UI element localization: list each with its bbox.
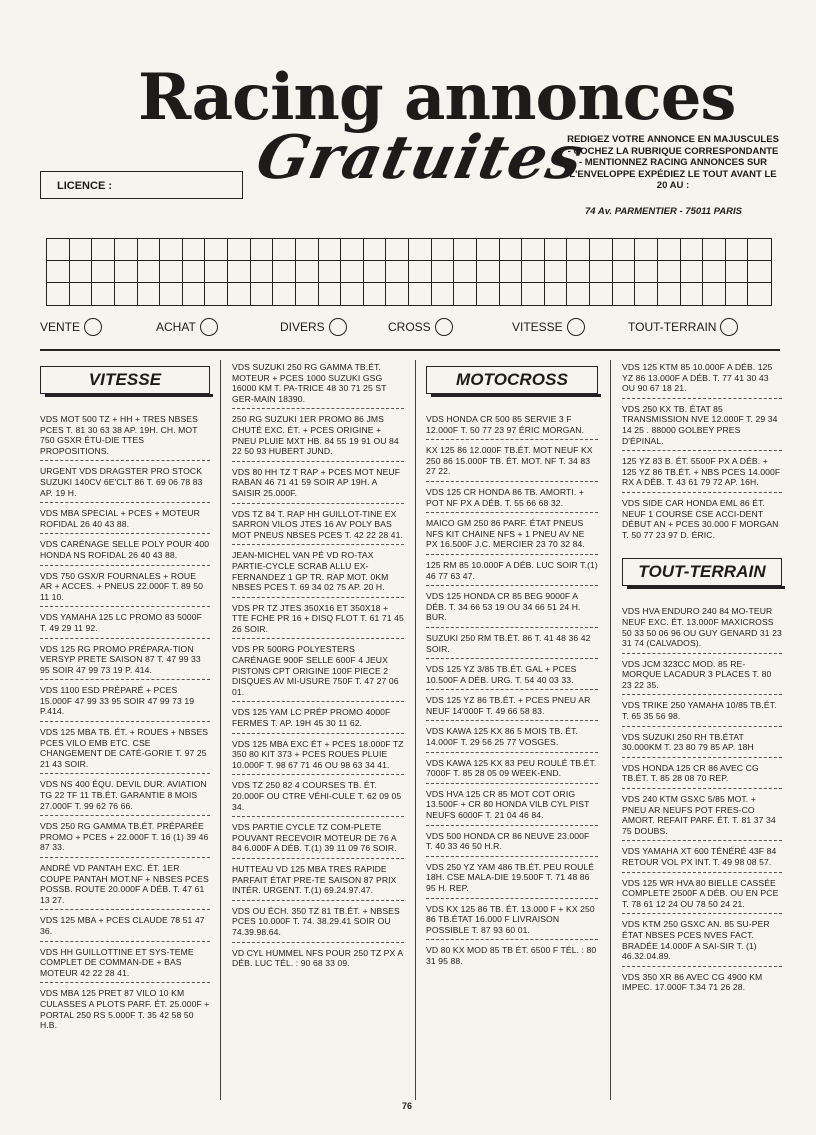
grid-cell[interactable] (409, 283, 432, 305)
classified-ad: VDS PR TZ JTES 350X16 ET 350X18 + TTE FCHE PR 16 + DISQ FLOT T. 61 71 45 26 SOIR. (232, 603, 404, 640)
magazine-title: Racing annonces (138, 60, 736, 135)
grid-cell[interactable] (454, 261, 477, 283)
classified-ad: VDS TZ 250 82 4 COURSES TB. ÉT. 20.000F OU CTRE VÉHI-CULE T. 62 09 05 34. (232, 780, 404, 817)
grid-cell[interactable] (341, 283, 364, 305)
grid-cell[interactable] (748, 283, 771, 305)
grid-cell[interactable] (160, 283, 183, 305)
grid-cell[interactable] (341, 239, 364, 261)
classified-ad: VDS KAWA 125 KX 86 5 MOIS TB. ÉT. 14.000F T. 29 56 25 77 VOSGES. (426, 726, 598, 752)
classified-ad: VDS HVA ENDURO 240 84 MO-TEUR NEUF EXC. ÉT. 13.000F MAXICROSS 50 33 50 06 96 OU GUY GENARD 31 23 31 74 (CALVADOS). (622, 606, 782, 653)
classified-ad: VDS HH GUILLOTTINE ET SYS-TEME COMPLET DE COMMAN-DE + BAS MOTEUR 42 22 28 41. (40, 947, 210, 984)
checkbox-circle-icon[interactable] (720, 318, 738, 336)
classified-ad: VDS 250 KX TB. ÉTAT 85 TRANSMISSION NVE 12.000F T. 29 34 14 25 . 88000 GOLBEY PRES D'ÉPINAL. (622, 404, 782, 451)
grid-cell[interactable] (477, 283, 500, 305)
ad-entry-grid[interactable] (46, 238, 772, 306)
grid-cell[interactable] (251, 283, 274, 305)
grid-cell[interactable] (545, 283, 568, 305)
grid-cell[interactable] (47, 283, 70, 305)
ads-list (426, 414, 598, 971)
classified-ad: VDS PR 500RG POLYESTERS CARÉNAGE 900F SELLE 600F 4 JEUX PISTONS CPT ORIGINE 100F PIECE 2 DISQUES AV MI-USURE 750F T. 47 27 06 01. (232, 644, 404, 702)
column-motocross (426, 366, 598, 976)
grid-cell[interactable] (205, 261, 228, 283)
category-tout-terrain[interactable] (628, 318, 738, 336)
classified-ad: 250 RG SUZUKI 1ER PROMO 86 JMS CHUTÉ EXC. ÉT. + PCES ORIGINE + PNEU PLUIE MXT HB. 84 55 19 91 OU 84 22 50 93 HUBERT JUND. (232, 414, 404, 461)
grid-cell[interactable] (183, 261, 206, 283)
grid-cell[interactable] (364, 283, 387, 305)
magazine-subtitle: Gratuites (250, 123, 590, 193)
classified-ad: MAICO GM 250 86 PARF. ÉTAT PNEUS NFS KIT CHAINE NFS + 1 PNEU AV NE PX 16.500F J.C. MERCIER 23 70 32 84. (426, 518, 598, 555)
classified-ad: VDS CARÉNAGE SELLE POLY POUR 400 HONDA NS ROFIDAL 26 40 43 88. (40, 539, 210, 565)
classified-ad: VDS 250 RG GAMMA TB.ÉT. PRÉPARÉE PROMO + PCES + 22.000F T. 16 (1) 39 46 87 33. (40, 821, 210, 858)
category-label: VENTE (40, 320, 81, 334)
grid-cell[interactable] (726, 239, 749, 261)
grid-cell[interactable] (567, 261, 590, 283)
grid-cell[interactable] (454, 239, 477, 261)
classified-ad: VDS SUZUKI 250 RG GAMMA TB.ÉT. MOTEUR + PCES 1000 SUZUKI GSG 16000 KM T. PA-TRICE 48 30 71 25 ST GER-MAIN 18390. (232, 362, 404, 409)
grid-cell[interactable] (70, 261, 93, 283)
grid-cell[interactable] (296, 283, 319, 305)
classified-ad: KX 125 86 12.000F TB.ÉT. MOT NEUF KX 250 86 15.000F TB. ÉT. MOT. NF T. 34 83 27 22. (426, 445, 598, 482)
grid-cell[interactable] (115, 239, 138, 261)
category-label: VITESSE (512, 320, 563, 334)
grid-cell[interactable] (613, 283, 636, 305)
classified-ad: VDS HONDA 125 CR 86 AVEC CG TB.ÉT. T. 85 28 08 70 REP. (622, 763, 782, 789)
checkbox-circle-icon[interactable] (200, 318, 218, 336)
grid-cell[interactable] (228, 283, 251, 305)
grid-cell[interactable] (567, 239, 590, 261)
category-achat[interactable] (156, 318, 218, 336)
classified-ad: VDS 500 HONDA CR 86 NEUVE 23.000F T. 40 33 46 50 H.R. (426, 831, 598, 857)
classified-ad: VDS SIDE CAR HONDA EML 86 ÉT. NEUF 1 COURSE CSE ACCI-DENT DÉBUT AN + PCES 30.000 F MORGAN T. 50 77 23 97 D. ÉRIC. (622, 497, 779, 540)
grid-cell[interactable] (409, 261, 432, 283)
grid-cell[interactable] (522, 283, 545, 305)
grid-cell[interactable] (590, 261, 613, 283)
category-label: TOUT-TERRAIN (628, 320, 717, 334)
classified-ad: 125 RM 85 10.000F A DÉB. LUC SOIR T.(1) 46 77 63 47. (426, 560, 598, 586)
grid-cell[interactable] (70, 239, 93, 261)
checkbox-circle-icon[interactable] (84, 318, 102, 336)
classified-ad: VDS YAMAHA XT 600 TÉNÉRÉ 43F 84 RETOUR VOL PX INT. T. 49 98 08 57. (622, 846, 782, 872)
grid-cell[interactable] (681, 261, 704, 283)
grid-cell[interactable] (273, 283, 296, 305)
grid-cell[interactable] (138, 239, 161, 261)
grid-cell[interactable] (228, 239, 251, 261)
classified-ad: VDS 125 MBA EXC ÉT + PCES 18.000F TZ 350 80 KIT 373 + PCES ROUES PLUIE 10.000F T. 98 67 71 46 OU 98 63 34 41. (232, 739, 404, 776)
classified-ad: VDS 125 MBA TB. ÉT. + ROUES + NBSES PCES VILO EMB ETC. CSE CHANGEMENT DE CATÉ-GORIE T. 97 25 21 43 SOIR. (40, 727, 210, 774)
ads-list (622, 606, 782, 997)
classified-ad: VDS 125 YAM LC PRÉP PROMO 4000F FERMES T. AP. 19H 45 30 11 62. (232, 707, 404, 733)
grid-cell[interactable] (273, 239, 296, 261)
classified-ad: VDS 125 RG PROMO PRÉPARA-TION VERSYP PRETE SAISON 87 T. 47 99 33 95 SOIR 47 99 73 19 P. 414. (40, 644, 210, 681)
grid-cell[interactable] (409, 239, 432, 261)
category-label: CROSS (388, 320, 431, 334)
classified-ad: VDS 125 WR HVA 80 BIELLE CASSÉE COMPLETE 2500F A DÉB. OU EN PCE T. 78 61 12 24 OU 78 50 24 21. (622, 878, 782, 915)
classified-ad: JEAN-MICHEL VAN PÉ VD RO-TAX PARTIE-CYCLE SCRAB ALLU EX-FERNANDEZ 1 GP TR. RAP MOT. 0KM NBSES PCES T. 69 34 02 75 AP. 20 H. (232, 550, 404, 597)
grid-cell[interactable] (205, 239, 228, 261)
grid-cell[interactable] (138, 283, 161, 305)
grid-cell[interactable] (228, 261, 251, 283)
classified-ad: VDS MBA SPECIAL + PCES + MOTEUR ROFIDAL 26 40 43 88. (40, 508, 210, 534)
column-tout-terrain (622, 362, 782, 1002)
grid-cell[interactable] (590, 239, 613, 261)
grid-cell[interactable] (386, 283, 409, 305)
grid-cell[interactable] (681, 283, 704, 305)
grid-cell[interactable] (92, 261, 115, 283)
page-number: 76 (402, 1101, 413, 1111)
ads-list (40, 414, 210, 1035)
grid-cell[interactable] (160, 261, 183, 283)
classified-ad: VDS 125 CR HONDA 86 TB. AMORTI. + POT NF PX A DÉB. T. 55 66 68 32. (426, 487, 598, 513)
category-vitesse[interactable] (512, 318, 585, 336)
grid-cell[interactable] (47, 239, 70, 261)
grid-cell[interactable] (296, 239, 319, 261)
classified-ad: VDS 1100 ESD PRÉPARÉ + PCES 15.000F 47 99 33 95 SOIR 47 99 73 19 P.414. (40, 685, 210, 722)
grid-cell[interactable] (160, 239, 183, 261)
grid-cell[interactable] (183, 239, 206, 261)
grid-cell[interactable] (386, 239, 409, 261)
grid-cell[interactable] (522, 261, 545, 283)
grid-cell[interactable] (635, 261, 658, 283)
classified-ad: VDS 750 GSX/R FOURNALES + ROUE AR + ACCES. + PNEUS 22.000F T. 89 50 11 10. (40, 571, 210, 608)
classified-ad: VDS 125 YZ 3/85 TB.ÉT. GAL + PCES 10.500F A DÉB. URG. T. 54 40 03 33. (426, 664, 598, 690)
classified-ad: VDS KTM 250 GSXC AN. 85 SU-PER ÉTAT NBSES PCES NVES FACT. BRADÉE 14.000F A SAI-SIR T. (1) 46.32.04.89. (622, 919, 782, 966)
grid-cell[interactable] (319, 261, 342, 283)
grid-cell[interactable] (92, 283, 115, 305)
category-cross[interactable] (388, 318, 453, 336)
grid-cell[interactable] (658, 283, 681, 305)
grid-cell[interactable] (432, 239, 455, 261)
licence-field[interactable]: LICENCE : (40, 171, 243, 199)
classified-ad: VDS 125 HONDA CR 85 BEG 9000F A DÉB. T. 34 66 53 19 OU 34 66 51 24 H. BUR. (426, 591, 598, 628)
grid-cell[interactable] (477, 261, 500, 283)
grid-cell[interactable] (205, 283, 228, 305)
grid-cell[interactable] (386, 261, 409, 283)
grid-cell[interactable] (500, 261, 523, 283)
grid-cell[interactable] (635, 239, 658, 261)
classified-ad: VDS PARTIE CYCLE TZ COM-PLETE POUVANT RECEVOIR MOTEUR DE 76 A 84 6.000F A DÉB. T.(1) 39 11 09 76 SOIR. (232, 822, 404, 859)
category-label: ACHAT (156, 320, 196, 334)
classified-ad: URGENT VDS DRAGSTER PRO STOCK SUZUKI 140CV 6E'CLT 86 T. 69 06 78 83 AP. 19 H. (40, 466, 210, 503)
ads-list (622, 362, 782, 544)
grid-cell[interactable] (635, 283, 658, 305)
classified-ad: VDS 240 KTM GSXC 5/85 MOT. + PNEU AR NEUFS POT FRES-CO AMORT. REFAIT PARF. ÉT. T. 81 37 34 75 DOUBS. (622, 794, 782, 841)
grid-cell[interactable] (748, 261, 771, 283)
column-divider (610, 360, 611, 1100)
column-divider (415, 360, 416, 1100)
grid-cell[interactable] (319, 283, 342, 305)
instructions-text: REDIGEZ VOTRE ANNONCE EN MAJUSCULES - COCHEZ LA RUBRIQUE CORRESPONDANTE - MENTIONNEZ RACING ANNONCES SUR L'ENVELOPPE EXPÉDIEZ LE TOUT AVANT LE 20 AU : (567, 134, 779, 191)
grid-cell[interactable] (364, 261, 387, 283)
checkbox-circle-icon[interactable] (329, 318, 347, 336)
grid-cell[interactable] (432, 283, 455, 305)
grid-cell[interactable] (545, 261, 568, 283)
classified-ad: VDS OU ÉCH. 350 TZ 81 TB.ÉT. + NBSES PCES 10.000F T. 74. 38.29.41 SOIR OU 74.39.98.64. (232, 906, 404, 943)
classified-ad: VDS 350 XR 86 AVEC CG 4900 KM IMPEC. 17.000F T.34 71 26 28. (622, 971, 763, 993)
grid-cell[interactable] (658, 239, 681, 261)
grid-cell[interactable] (726, 261, 749, 283)
grid-cell[interactable] (703, 261, 726, 283)
checkbox-circle-icon[interactable] (435, 318, 453, 336)
grid-cell[interactable] (703, 283, 726, 305)
classified-ad: VDS 125 KTM 85 10.000F A DÉB. 125 YZ 86 13.000F A DÉB. T. 77 41 30 43 OU 90 67 18 21. (622, 362, 782, 399)
grid-cell[interactable] (341, 261, 364, 283)
classified-ad: VD CYL HUMMEL NFS POUR 250 TZ PX A DÉB. LUC TÉL. : 90 68 33 09. (232, 947, 403, 969)
grid-cell[interactable] (500, 283, 523, 305)
grid-cell[interactable] (364, 239, 387, 261)
column-vitesse (40, 366, 210, 1040)
classified-ad: VDS HVA 125 CR 85 MOT COT ORIG 13.500F + CR 80 HONDA VILB CYL PIST NEUFS 6000F T. 21 04 46 84. (426, 789, 598, 826)
grid-cell[interactable] (47, 261, 70, 283)
ads-list (232, 362, 404, 973)
classified-ad: VDS 80 HH TZ T RAP + PCES MOT NEUF RABAN 46 71 41 59 SOIR AP 19H. A SAISIR 25.000F. (232, 467, 404, 504)
grid-cell[interactable] (613, 239, 636, 261)
grid-cell[interactable] (500, 239, 523, 261)
grid-cell[interactable] (545, 239, 568, 261)
grid-cell[interactable] (613, 261, 636, 283)
grid-cell[interactable] (726, 283, 749, 305)
grid-cell[interactable] (477, 239, 500, 261)
classified-ad: VDS TZ 84 T. RAP HH GUILLOT-TINE EX SARRON VILOS JTES 16 AV POLY BAS MOT PNEUS NBSES PCES T. 42 22 28 41. (232, 509, 404, 546)
classified-ad: VDS HONDA CR 500 85 SERVIE 3 F 12.000F T. 50 77 23 97 ÉRIC MORGAN. (426, 414, 598, 440)
classified-ad: VDS YAMAHA 125 LC PROMO 83 5000F T. 49 29 11 92. (40, 612, 210, 638)
grid-cell[interactable] (703, 239, 726, 261)
classified-ad: VD 80 KX MOD 85 TB ÉT. 6500 F TÉL. : 80 31 95 88. (426, 945, 597, 966)
grid-cell[interactable] (590, 283, 613, 305)
grid-cell[interactable] (296, 261, 319, 283)
classified-ad: ANDRÉ VD PANTAH EXC. ÉT. 1ER COUPE PANTAH MOT.NF + NBSES PCES POSSB. ROUTE 20.000F A DÉB. T. 47 61 13 27. (40, 863, 210, 910)
grid-cell[interactable] (251, 261, 274, 283)
grid-cell[interactable] (567, 283, 590, 305)
classified-ad: VDS MOT 500 TZ + HH + TRES NBSES PCES T. 81 30 63 38 AP. 19H. CH. MOT 750 GSXR ÉTU-DIE TTES PROPOSITIONS. (40, 414, 210, 461)
grid-cell[interactable] (681, 239, 704, 261)
grid-cell[interactable] (658, 261, 681, 283)
classified-ad: 125 YZ 83 B. ÉT. 5500F PX A DÉB. + 125 YZ 86 TB.ÉT. + NBS PCES 14.000F RX A DÉB. T. 43 61 79 72 AP. 16H. (622, 456, 782, 493)
classified-ad: VDS KX 125 86 TB. ÉT. 13.000 F + KX 250 86 TB.ÉTAT 16.000 F LIVRAISON POSSIBLE T. 87 93 60 01. (426, 904, 598, 941)
classified-ad: VDS 125 MBA + PCES CLAUDE 78 51 47 36. (40, 915, 210, 941)
grid-cell[interactable] (522, 239, 545, 261)
grid-cell[interactable] (251, 239, 274, 261)
section-header-motocross: MOTOCROSS (426, 366, 598, 394)
grid-cell[interactable] (115, 261, 138, 283)
grid-cell[interactable] (432, 261, 455, 283)
classified-ad: SUZUKI 250 RM TB.ÉT. 86 T. 41 48 36 42 SOIR. (426, 633, 598, 659)
category-label: DIVERS (280, 320, 325, 334)
classified-ad: VDS KAWA 125 KX 83 PEU ROULÉ TB.ÉT. 7000F T. 85 28 05 09 WEEK-END. (426, 758, 598, 784)
classified-ad: VDS MBA 125 PRET 87 VILO 10 KM CULASSES A PLOTS PARF. ÉT. 25.000F + PORTAL 250 RS 5.000F T. 35 42 58 50 H.B. (40, 988, 210, 1031)
column-divider (220, 360, 221, 1100)
grid-cell[interactable] (138, 261, 161, 283)
grid-cell[interactable] (70, 283, 93, 305)
grid-cell[interactable] (92, 239, 115, 261)
header-divider (40, 349, 780, 351)
classified-ad: HUTTEAU VD 125 MBA TRES RAPIDE PARFAIT ÉTAT PRE-TE SAISON 87 PRIX INTÉR. URGENT. T.(1) 69.24.97.47. (232, 864, 404, 901)
grid-cell[interactable] (748, 239, 771, 261)
mailing-address: 74 Av. PARMENTIER - 75011 PARIS (585, 206, 742, 217)
classified-ad: VDS 250 YZ YAM 486 TB.ÉT. PEU ROULÉ 18H. CSE MALA-DIE 19.500F T. 71 48 86 95 H. REP. (426, 862, 598, 899)
checkbox-circle-icon[interactable] (567, 318, 585, 336)
classified-ad: VDS SUZUKI 250 RH TB.ÉTAT 30.000KM T. 23 80 79 85 AP. 18H (622, 732, 782, 758)
grid-cell[interactable] (454, 283, 477, 305)
classified-ad: VDS 125 YZ 86 TB.ÉT. + PCES PNEU AR NEUF 14'000F T. 49 66 58 83. (426, 695, 598, 721)
section-header-vitesse: VITESSE (40, 366, 210, 394)
classified-ad: VDS TRIKE 250 YAMAHA 10/85 TB.ÉT. T. 65 35 56 98. (622, 700, 782, 726)
category-vente[interactable] (40, 318, 102, 336)
grid-cell[interactable] (273, 261, 296, 283)
category-divers[interactable] (280, 318, 347, 336)
section-header-tout-terrain: TOUT-TERRAIN (622, 558, 782, 586)
column-vitesse-cont (232, 362, 404, 978)
classified-ad: VDS JCM 323CC MOD. 85 RE-MORQUE LACADUR 3 PLACES T. 80 23 22 35. (622, 659, 782, 696)
grid-cell[interactable] (183, 283, 206, 305)
grid-cell[interactable] (319, 239, 342, 261)
classified-ad: VDS NS 400 ÉQU. DEVIL DUR. AVIATION TG 22 TF 11 TB.ÉT. GARANTIE 8 MOIS 27.000F T. 99 62 76 66. (40, 779, 210, 816)
grid-cell[interactable] (115, 283, 138, 305)
